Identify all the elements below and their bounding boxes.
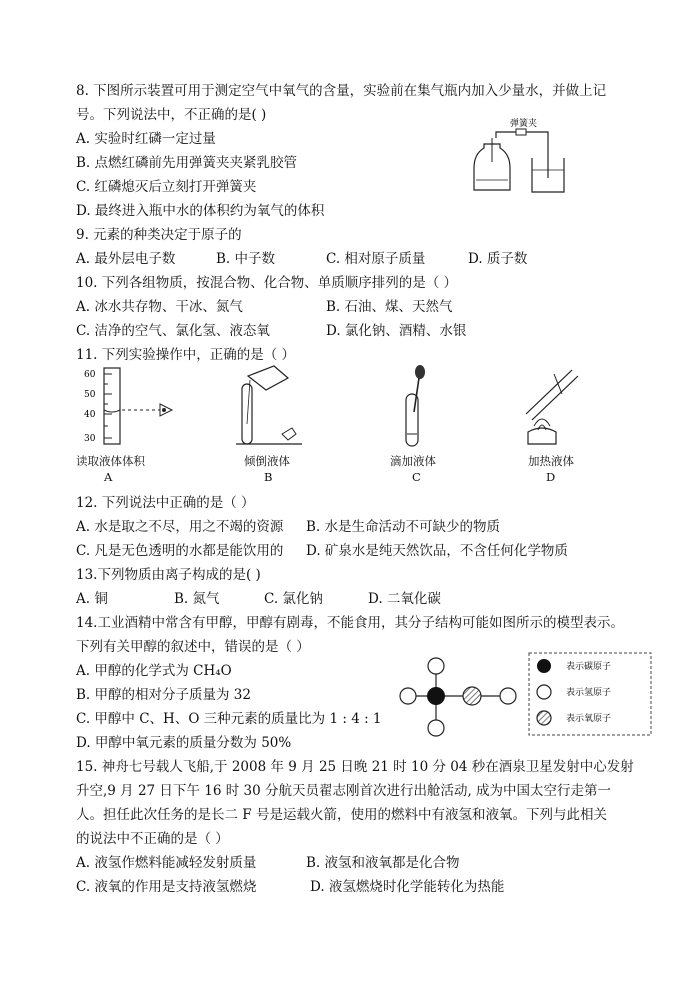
q13-option-a: A. 铜 <box>76 591 108 607</box>
q12-stem: 12. 下列说法中正确的是（ ） <box>76 495 255 511</box>
q14-option-b: B. 甲醇的相对分子质量为 32 <box>76 687 251 703</box>
dropping-liquid-figure <box>398 364 438 448</box>
q10-option-b: B. 石油、煤、天然气 <box>326 299 453 315</box>
q15-option-a: A. 液氢作燃料能减轻发射质量 <box>76 855 257 871</box>
q15-line2: 升空,9 月 27 日下午 16 时 30 分航天员翟志刚首次进行出舱活动, 成为中国太空行走第一 <box>76 783 612 799</box>
q15-line4: 的说法中不正确的是（ ） <box>76 831 229 847</box>
q10-stem: 10. 下列各组物质，按混合物、化合物、单质顺序排列的是（ ） <box>76 275 458 291</box>
q13-option-b: B. 氮气 <box>174 591 220 607</box>
q13-stem: 13.下列物质由离子构成的是( ) <box>76 567 261 583</box>
q13-option-c: C. 氯化钠 <box>264 591 323 607</box>
q8-option-c: C. 红磷熄灭后立刻打开弹簧夹 <box>76 179 257 195</box>
q11-stem: 11. 下列实验操作中，正确的是（ ） <box>76 347 296 363</box>
carbon-atom <box>427 687 445 705</box>
q12-option-a: A. 水是取之不尽，用之不竭的资源 <box>76 519 284 535</box>
reading-volume-figure <box>80 366 180 446</box>
q15-line3: 人。担任此次任务的是长二 F 号是运载火箭，使用的燃料中有液氢和液氧。下列与此相关 <box>76 807 607 823</box>
clip-label: 弹簧夹 <box>510 119 538 129</box>
q14-option-a: A. 甲醇的化学式为 CH₄O <box>76 663 232 679</box>
cylinder-tick-40: 40 <box>84 410 96 420</box>
q11-letter-b: B <box>264 470 273 484</box>
q11-caption-d: 加热液体 <box>528 454 574 468</box>
q9-option-a: A. 最外层电子数 <box>76 251 176 267</box>
q8-option-b: B. 点燃红磷前先用弹簧夹夹紧乳胶管 <box>76 155 298 171</box>
cylinder-tick-60: 60 <box>84 370 96 380</box>
q9-option-b: B. 中子数 <box>216 251 276 267</box>
q14-option-d: D. 甲醇中氧元素的质量分数为 50% <box>76 735 292 751</box>
q11-letter-a: A <box>104 470 113 484</box>
q15-option-c: C. 液氧的作用是支持液氢燃烧 <box>76 879 257 895</box>
q9-option-c: C. 相对原子质量 <box>326 251 426 267</box>
cylinder-tick-30: 30 <box>84 434 96 444</box>
q15-option-d: D. 液氢燃烧时化学能转化为热能 <box>310 879 505 895</box>
cylinder-tick-50: 50 <box>84 390 96 400</box>
legend-oxygen-label: 表示氧原子 <box>566 714 612 724</box>
q11-letter-c: C <box>412 470 421 484</box>
q14-option-c: C. 甲醇中 C、H、O 三种元素的质量比为 1 : 4 : 1 <box>76 711 382 727</box>
q14-stem-line1: 14.工业酒精中常含有甲醇，甲醇有剧毒，不能食用，其分子结构可能如图所示的模型表示。 <box>76 615 624 631</box>
q8-option-a: A. 实验时红磷一定过量 <box>76 131 216 147</box>
q12-option-d: D. 矿泉水是纯天然饮品，不含任何化学物质 <box>306 543 568 559</box>
q13-option-d: D. 二氧化碳 <box>368 591 441 607</box>
atom-legend <box>528 652 652 736</box>
q10-option-d: D. 氯化钠、酒精、水银 <box>326 323 467 339</box>
legend-hydrogen-label: 表示氢原子 <box>566 688 612 698</box>
legend-carbon-label: 表示碳原子 <box>566 662 612 672</box>
hydrogen-atom-right <box>500 688 516 704</box>
q8-option-d: D. 最终进入瓶中水的体积约为氧气的体积 <box>76 203 325 219</box>
q15-option-b: B. 液氢和液氧都是化合物 <box>306 855 460 871</box>
q10-option-c: C. 洁净的空气、氯化氢、液态氧 <box>76 323 270 339</box>
q8-stem-line2: 号。下列说法中，不正确的是( ) <box>76 107 267 123</box>
q8-stem-line1: 8. 下图所示装置可用于测定空气中氧气的含量，实验前在集气瓶内加入少量水，并做上记 <box>76 83 607 99</box>
q15-line1: 15. 神舟七号载人飞船,于 2008 年 9 月 25 日晚 21 时 10 分 04 秒在酒泉卫星发射中心发射 <box>76 759 634 775</box>
hydrogen-atom-left <box>400 688 416 704</box>
q10-option-a: A. 冰水共存物、干冰、氮气 <box>76 299 243 315</box>
q11-caption-b: 倾倒液体 <box>244 454 290 468</box>
q11-caption-a: 读取液体体积 <box>76 454 145 468</box>
q14-stem-line2: 下列有关甲醇的叙述中，错误的是（ ） <box>76 639 310 655</box>
heating-liquid-figure <box>514 364 584 448</box>
q9-stem: 9. 元素的种类决定于原子的 <box>76 227 242 243</box>
pouring-liquid-figure <box>232 364 312 448</box>
q11-letter-d: D <box>546 470 556 484</box>
oxygen-apparatus-figure <box>470 118 570 198</box>
oxygen-atom <box>463 687 481 705</box>
q9-option-d: D. 质子数 <box>468 251 528 267</box>
hydrogen-atom-top <box>428 658 444 674</box>
q12-option-b: B. 水是生命活动不可缺少的物质 <box>306 519 501 535</box>
methanol-molecule-model <box>392 652 528 742</box>
q12-option-c: C. 凡是无色透明的水都是能饮用的 <box>76 543 284 559</box>
hydrogen-atom-bottom <box>428 720 444 736</box>
q11-caption-c: 滴加液体 <box>390 454 436 468</box>
